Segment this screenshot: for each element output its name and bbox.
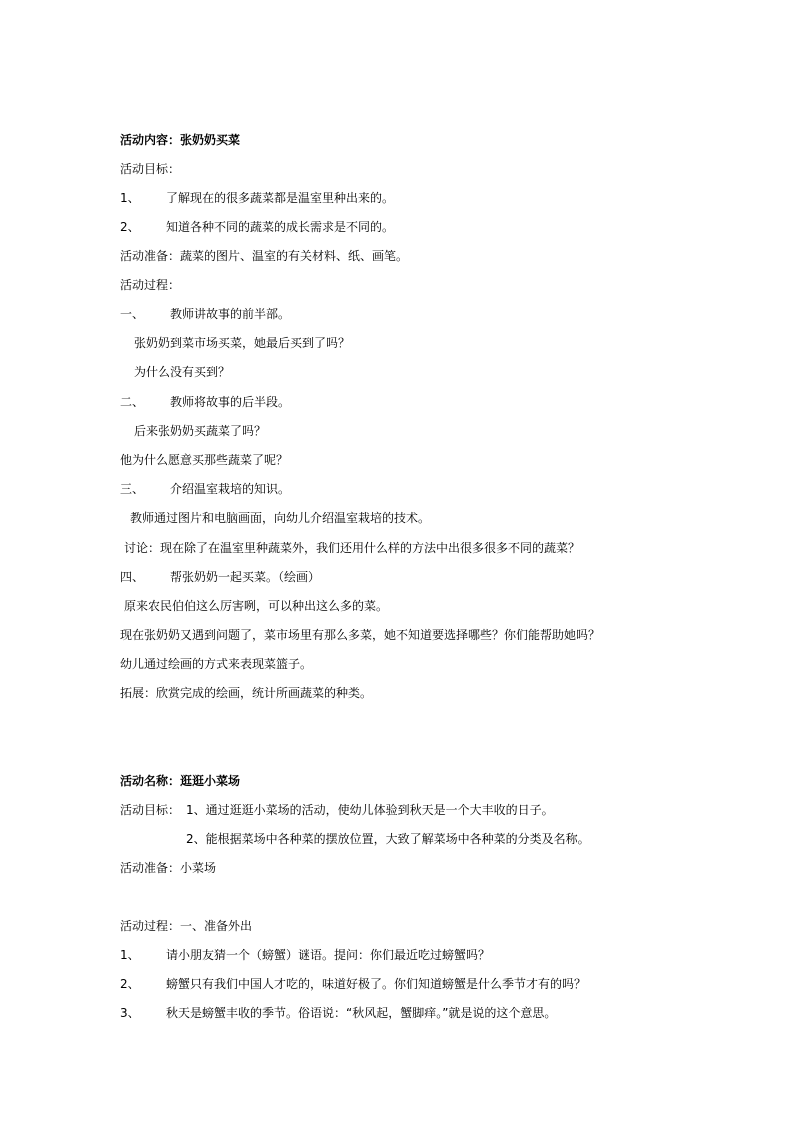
- activity2-process: 活动过程：一、准备外出: [120, 919, 253, 933]
- goal-text: 1、通过逛逛小菜场的活动，使幼儿体验到秋天是一个大丰收的日子。: [186, 803, 554, 817]
- goal-label: 活动目标：: [120, 803, 181, 817]
- step-text: 教师将故事的后半段。: [170, 395, 291, 409]
- activity2-goal-2: 2、能根据菜场中各种菜的摆放位置，大致了解菜场中各种菜的分类及名称。: [186, 832, 590, 846]
- goal-text: 知道各种不同的蔬菜的成长需求是不同的。: [166, 220, 395, 234]
- step-number: 一、: [120, 307, 145, 321]
- activity1-step-4-line-3: 幼儿通过绘画的方式来表现菜篮子。: [120, 657, 313, 671]
- activity1-step-1-question-1: 张奶奶到菜市场买菜，她最后买到了吗？: [134, 336, 351, 350]
- goal-number: 2、: [120, 220, 140, 234]
- activity1-step-2-question-1: 后来张奶奶买蔬菜了吗？: [134, 424, 267, 438]
- activity1-goal-1: [120, 190, 394, 206]
- step-number: 三、: [120, 482, 145, 496]
- activity1-extend: 拓展：欣赏完成的绘画，统计所画蔬菜的种类。: [120, 686, 373, 700]
- step-text: 介绍温室栽培的知识。: [170, 482, 291, 496]
- activity2-title: 活动名称：逛逛小菜场: [120, 774, 241, 788]
- activity1-step-4-line-1: 原来农民伯伯这么厉害咧，可以种出这么多的菜。: [124, 599, 389, 613]
- activity2-item-2: [120, 976, 586, 992]
- activity1-process-label: 活动过程：: [120, 278, 181, 292]
- activity1-prep: 活动准备：蔬菜的图片、温室的有关材料、纸、画笔。: [120, 249, 409, 263]
- item-text: 秋天是螃蟹丰收的季节。俗语说：“秋风起，蟹脚痒。”就是说的这个意思。: [166, 1006, 557, 1020]
- activity2-item-1: [120, 947, 490, 963]
- item-number: 3、: [120, 1006, 140, 1020]
- activity2-item-3: [120, 1005, 556, 1021]
- item-text: 请小朋友猜一个（螃蟹）谜语。提问：你们最近吃过螃蟹吗？: [166, 948, 491, 962]
- activity1-step-1-question-2: 为什么没有买到？: [134, 365, 231, 379]
- activity1-step-3: [120, 481, 290, 497]
- activity1-goal-label: 活动目标：: [120, 162, 181, 176]
- step-number: 四、: [120, 570, 145, 584]
- activity1-step-2-question-2: 他为什么愿意买那些蔬菜了呢？: [120, 453, 289, 467]
- step-number: 二、: [120, 395, 145, 409]
- activity1-step-3-discussion: 讨论：现在除了在温室里种蔬菜外，我们还用什么样的方法中出很多很多不同的蔬菜？: [124, 541, 581, 555]
- activity1-step-4-line-2: 现在张奶奶又遇到问题了，菜市场里有那么多菜，她不知道要选择哪些？你们能帮助她吗？: [120, 628, 601, 642]
- step-text: 帮张奶奶一起买菜。（绘画）: [170, 570, 321, 584]
- item-text: 螃蟹只有我们中国人才吃的，味道好极了。你们知道螃蟹是什么季节才有的吗？: [166, 977, 587, 991]
- goal-text: 了解现在的很多蔬菜都是温室里种出来的。: [166, 191, 395, 205]
- activity2-goal-1: [120, 802, 554, 818]
- activity1-step-4: [120, 569, 320, 585]
- activity1-step-3-line-1: 教师通过图片和电脑画面，向幼儿介绍温室栽培的技术。: [130, 511, 431, 525]
- step-text: 教师讲故事的前半部。: [170, 307, 291, 321]
- activity1-step-1: [120, 306, 290, 322]
- activity1-title: 活动内容：张奶奶买菜: [120, 133, 241, 147]
- activity2-prep: 活动准备：小菜场: [120, 861, 217, 875]
- goal-number: 1、: [120, 191, 140, 205]
- item-number: 1、: [120, 948, 140, 962]
- item-number: 2、: [120, 977, 140, 991]
- activity1-goal-2: [120, 219, 394, 235]
- activity1-step-2: [120, 394, 290, 410]
